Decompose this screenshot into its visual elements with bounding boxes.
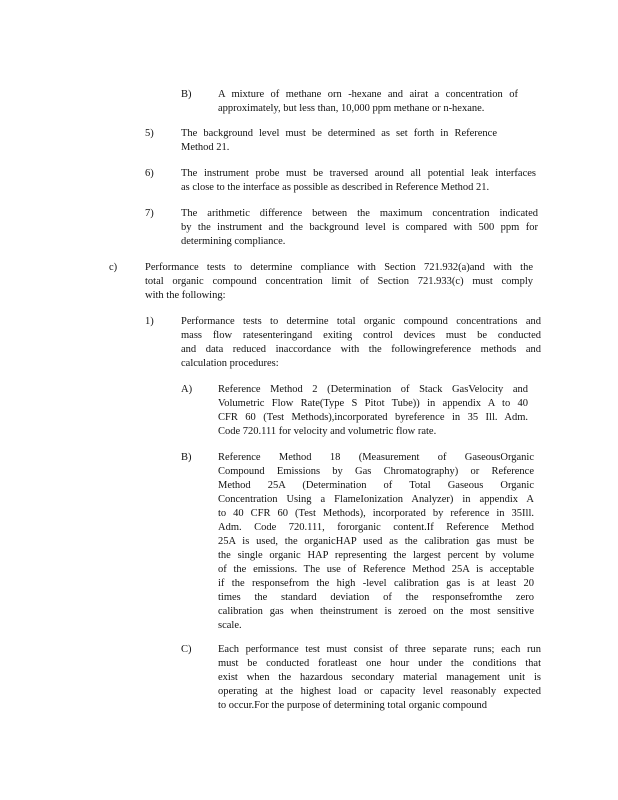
text-line: Adm. Code 720.111, fororganic content.If Reference Method (218, 522, 534, 533)
text-line: calculation procedures: (181, 358, 279, 369)
text-line: Reference Method 18 (Measurement of GaseousOrganic (218, 452, 534, 463)
text-line: exist when the hazardous secondary material management unit is (218, 672, 541, 683)
text-line: Each performance test must consist of three separate runs; each run (218, 644, 541, 655)
text-line: The background level must be determined as set forth in Reference (181, 128, 497, 139)
text-line: operating at the highest load or capacity level reasonably expected (218, 686, 541, 697)
item-label: B) (181, 89, 192, 100)
text-line: if the responsefrom the high -level calibration gas is at least 20 (218, 578, 534, 589)
item-label: B) (181, 452, 192, 463)
text-line: Performance tests to determine compliance with Section 721.932(a)and with the (145, 262, 533, 273)
text-line: determining compliance. (181, 236, 286, 247)
text-line: calibration gas when theinstrument is zeroed on the most sensitive (218, 606, 534, 617)
text-line: Method 21. (181, 142, 230, 153)
item-label: 1) (145, 316, 154, 327)
text-line: Concentration Using a FlameIonization Analyzer) in appendix A (218, 494, 534, 505)
text-line: as close to the interface as possible as described in Reference Method 21. (181, 182, 490, 193)
text-line: Volumetric Flow Rate(Type S Pitot Tube)) in appendix A to 40 (218, 398, 528, 409)
text-line: Method 25A (Determination of Total Gaseous Organic (218, 480, 534, 491)
text-line: times the standard deviation of the responsefromthe zero (218, 592, 534, 603)
item-text (145, 261, 533, 303)
text-line: Code 720.111 for velocity and volumetric flow rate. (218, 426, 437, 437)
text-line: total organic compound concentration limit of Section 721.933(c) must comply (145, 276, 533, 287)
text-line: approximately, but less than, 10,000 ppm methane or n-hexane. (218, 103, 485, 114)
text-line: to occur.For the purpose of determining total organic compound (218, 700, 487, 711)
text-line: Performance tests to determine total organic compound concentrations and (181, 316, 541, 327)
item-text (181, 127, 497, 155)
text-line: A mixture of methane orn -hexane and airat a concentration of (218, 89, 518, 100)
item-label: A) (181, 384, 193, 395)
text-line: must be conducted foratleast one hour under the conditions that (218, 658, 541, 669)
item-text (218, 451, 534, 633)
item-text (181, 167, 536, 195)
item-label: C) (181, 644, 192, 655)
text-line: mass flow ratesenteringand exiting control devices must be conducted (181, 330, 541, 341)
item-text (181, 315, 541, 371)
text-line: and data reduced inaccordance with the followingreference methods and (181, 344, 541, 355)
text-line: the single organic HAP representing the largest percent by volume (218, 550, 534, 561)
text-line: scale. (218, 620, 242, 631)
text-line: to 40 CFR 60 (Test Methods), incorporated by reference in 35Ill. (218, 508, 534, 519)
item-label: 6) (145, 168, 154, 179)
text-line: Reference Method 2 (Determination of Stack GasVelocity and (218, 384, 528, 395)
text-line: The arithmetic difference between the maximum concentration indicated (181, 208, 538, 219)
item-text (218, 643, 541, 713)
item-text (218, 88, 518, 116)
text-line: of the emissions. The use of Reference Method 25A is acceptable (218, 564, 534, 575)
text-line: with the following: (145, 290, 226, 301)
text-line: The instrument probe must be traversed around all potential leak interfaces (181, 168, 536, 179)
text-line: by the instrument and the background level is compared with 500 ppm for (181, 222, 538, 233)
item-text (181, 207, 538, 249)
item-text (218, 383, 528, 439)
item-label: c) (109, 262, 118, 273)
item-label: 5) (145, 128, 154, 139)
text-line: CFR 60 (Test Methods),incorporated byreference in 35 Ill. Adm. (218, 412, 528, 423)
text-line: 25A is used, the organicHAP used as the calibration gas must be (218, 536, 534, 547)
item-label: 7) (145, 208, 154, 219)
text-line: Compound Emissions by Gas Chromatography) or Reference (218, 466, 534, 477)
